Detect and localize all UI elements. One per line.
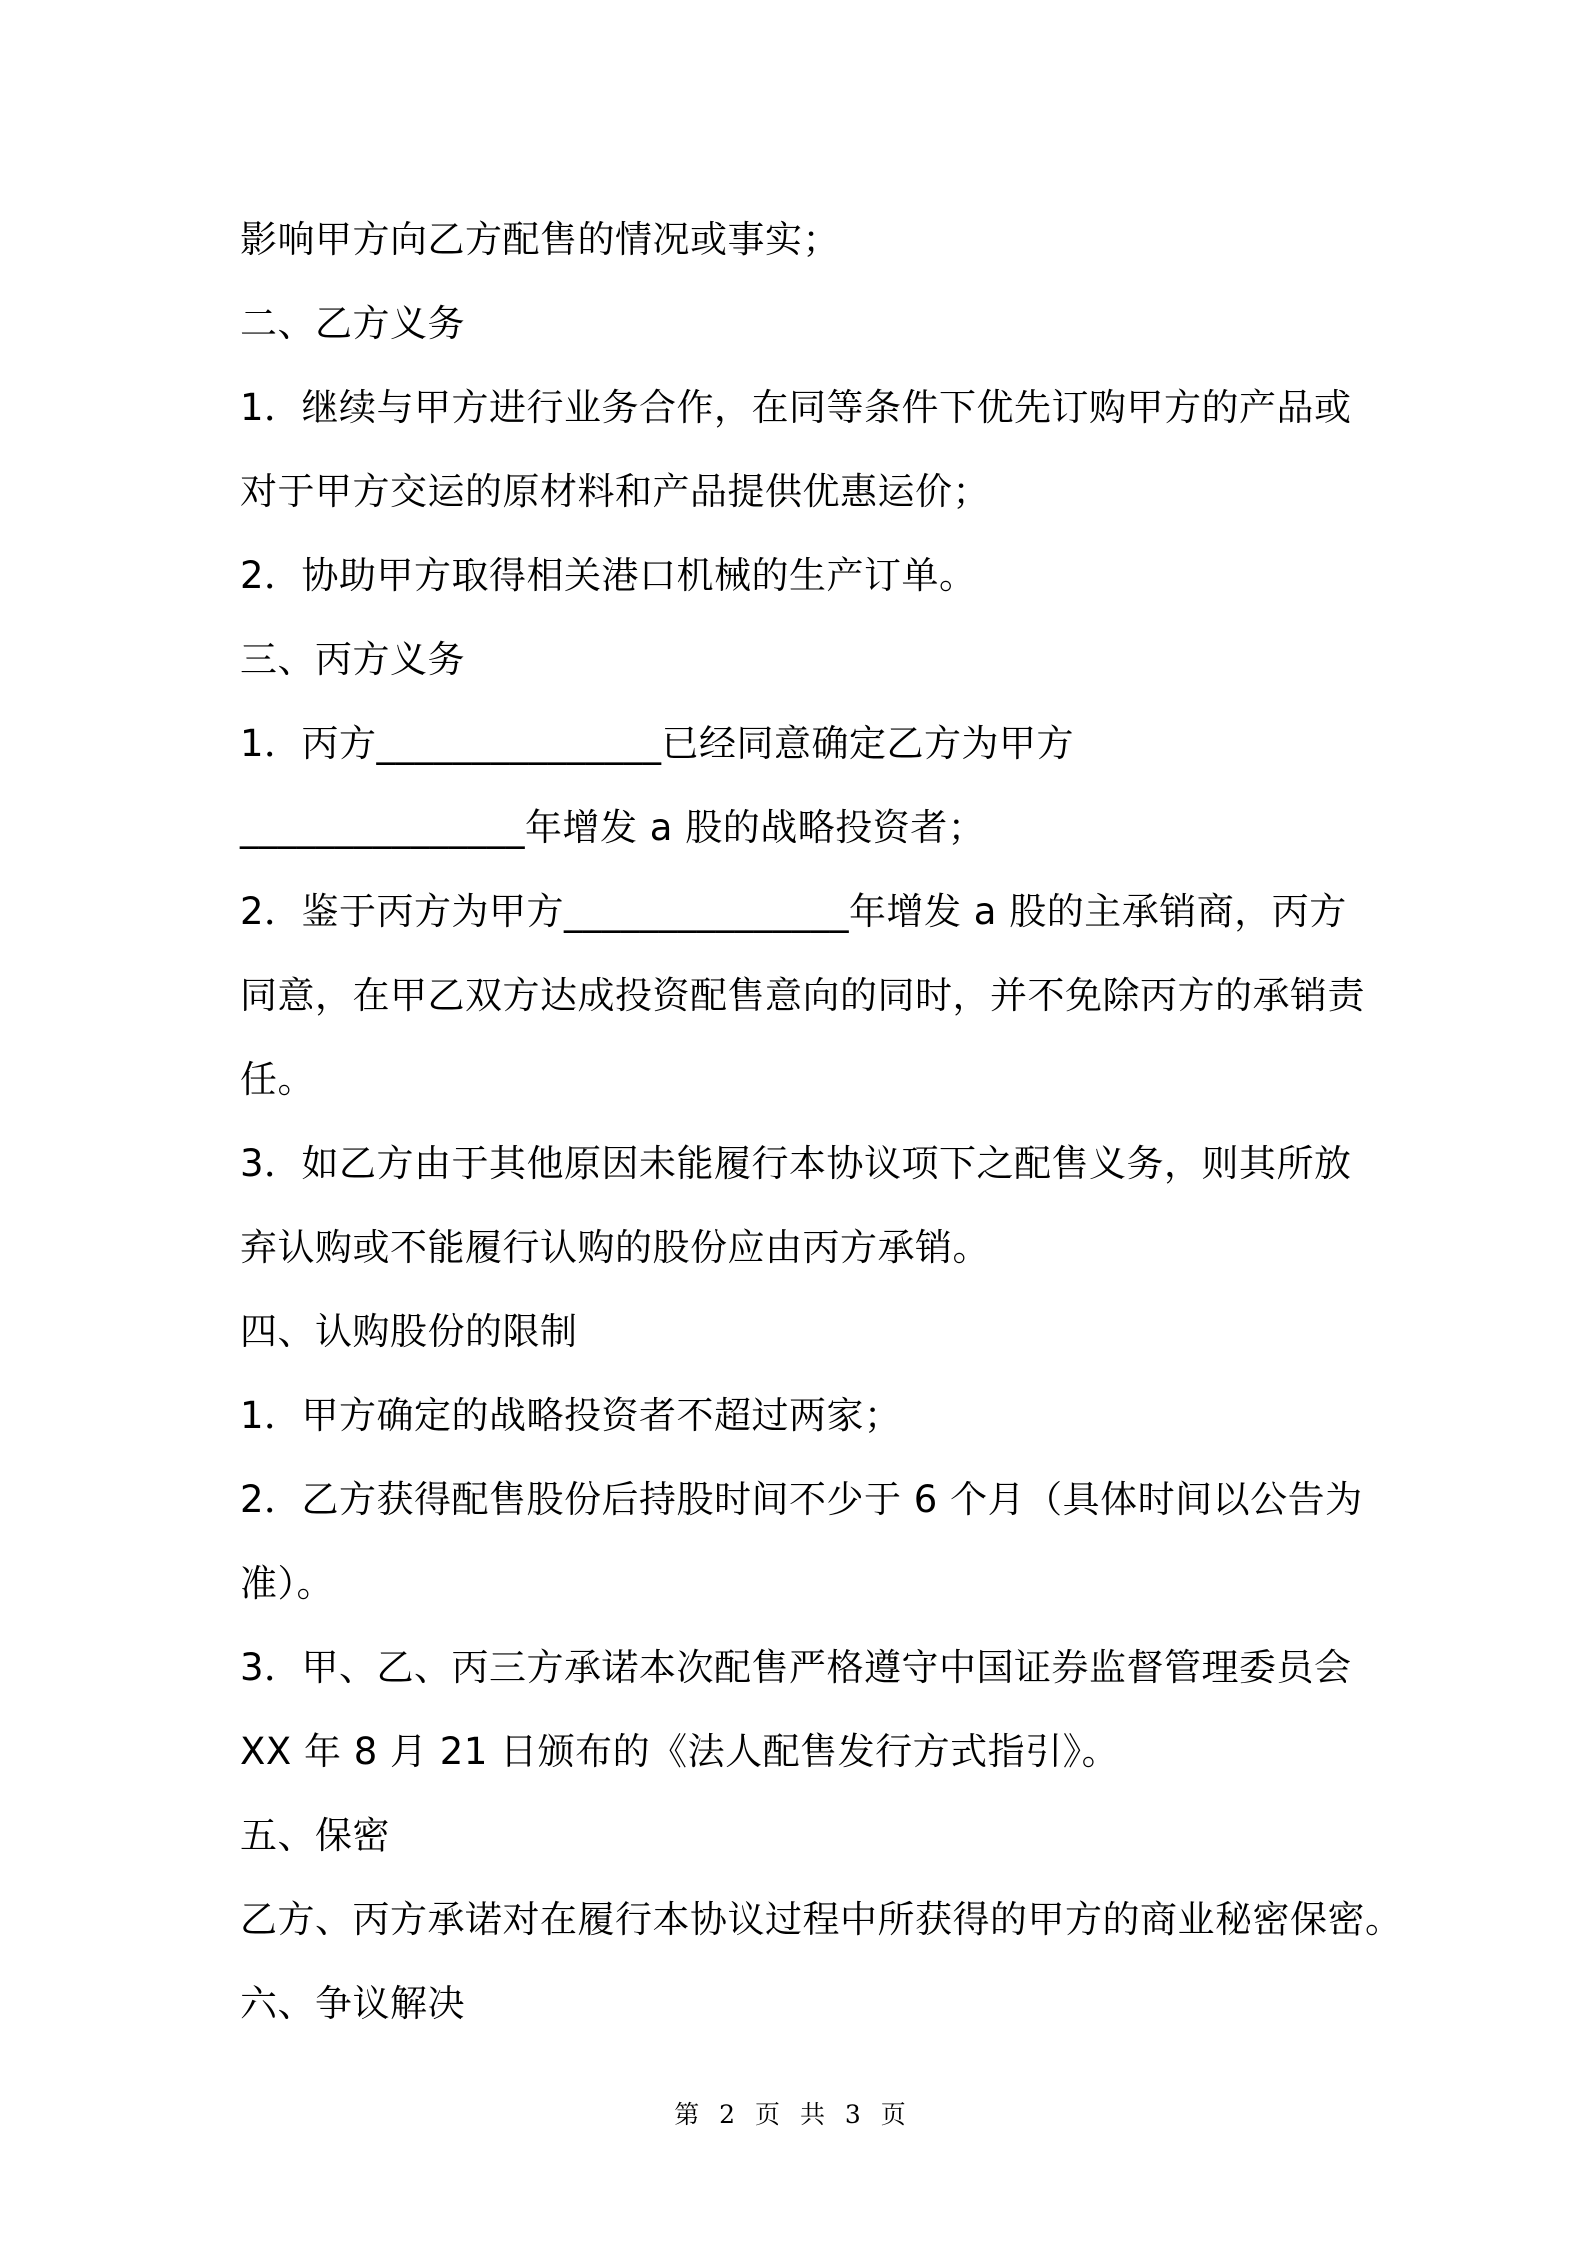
- body-line: 3．如乙方由于其他原因未能履行本协议项下之配售义务，则其所放: [240, 1142, 1352, 1185]
- body-line: 1．丙方_______________已经同意确定乙方为甲方: [240, 722, 1075, 765]
- section-heading: 三、丙方义务: [240, 638, 465, 681]
- body-line: 乙方、丙方承诺对在履行本协议过程中所获得的甲方的商业秘密保密。: [240, 1898, 1403, 1941]
- body-line: 2．乙方获得配售股份后持股时间不少于 6 个月（具体时间以公告为: [240, 1478, 1363, 1521]
- body-line: 3．甲、乙、丙三方承诺本次配售严格遵守中国证券监督管理委员会: [240, 1646, 1352, 1689]
- body-line: 2．鉴于丙方为甲方_______________年增发 a 股的主承销商，丙方: [240, 890, 1347, 933]
- section-heading: 二、乙方义务: [240, 302, 465, 345]
- body-line: 对于甲方交运的原材料和产品提供优惠运价；: [240, 470, 990, 513]
- body-line: 任。: [240, 1058, 315, 1101]
- section-heading: 六、争议解决: [240, 1982, 465, 2025]
- body-line: XX 年 8 月 21 日颁布的《法人配售发行方式指引》。: [240, 1730, 1120, 1773]
- body-line: 影响甲方向乙方配售的情况或事实；: [240, 218, 840, 261]
- body-line: 弃认购或不能履行认购的股份应由丙方承销。: [240, 1226, 990, 1269]
- page-number-footer: 第 2 页 共 3 页: [674, 2100, 912, 2129]
- body-line: 2．协助甲方取得相关港口机械的生产订单。: [240, 554, 977, 597]
- body-line: _______________年增发 a 股的战略投资者；: [240, 806, 986, 849]
- body-line: 1．甲方确定的战略投资者不超过两家；: [240, 1394, 902, 1437]
- section-heading: 五、保密: [240, 1814, 390, 1857]
- body-line: 同意，在甲乙双方达成投资配售意向的同时，并不免除丙方的承销责: [240, 974, 1365, 1017]
- section-heading: 四、认购股份的限制: [240, 1310, 578, 1353]
- body-line: 1．继续与甲方进行业务合作，在同等条件下优先订购甲方的产品或: [240, 386, 1352, 429]
- document-body: [240, 198, 1403, 2046]
- body-line: 准）。: [240, 1562, 334, 1605]
